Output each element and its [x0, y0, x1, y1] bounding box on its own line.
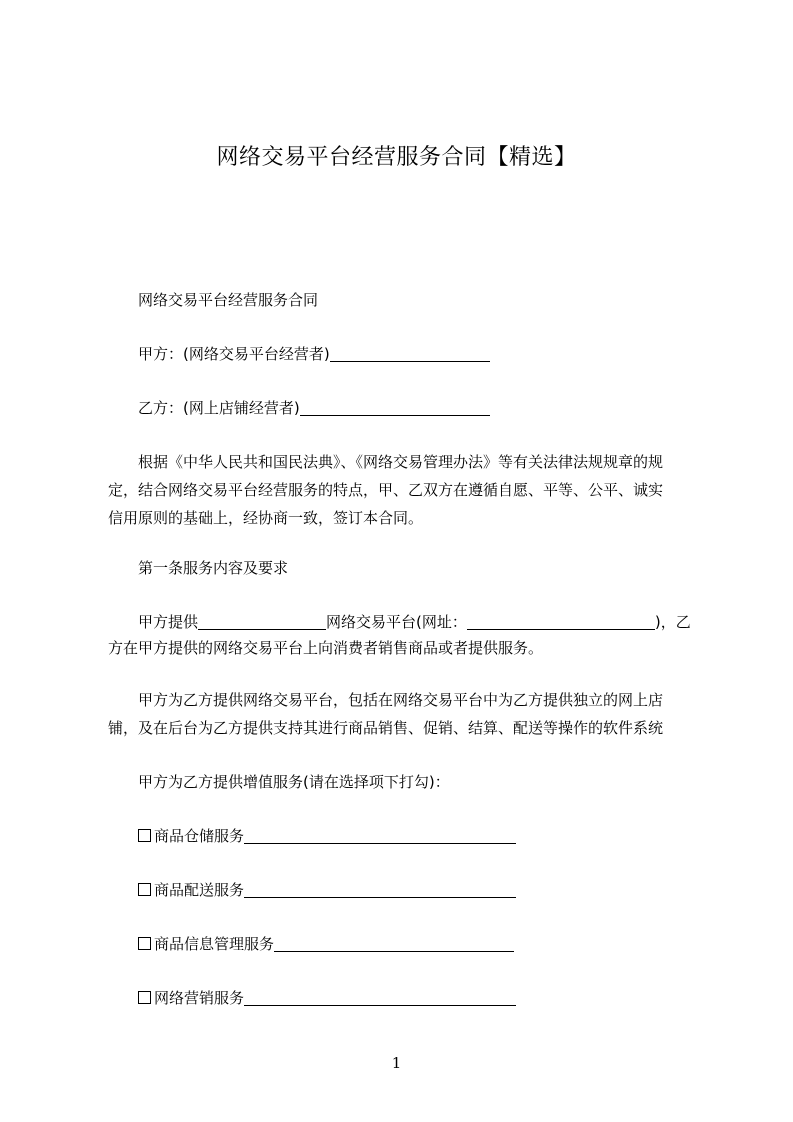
warehousing-blank[interactable] [244, 828, 516, 844]
page-number: 1 [391, 1054, 402, 1072]
party-a-blank[interactable] [330, 346, 490, 362]
info-management-checkbox[interactable] [138, 937, 151, 950]
para-1-middle: 网络交易平台(网址： [326, 613, 467, 631]
para-1-line-2: 方在甲方提供的网络交易平台上向消费者销售商品或者提供服务。 [108, 639, 544, 657]
info-management-blank[interactable] [274, 936, 514, 952]
option-warehousing [108, 825, 738, 847]
option-info-management [108, 933, 738, 955]
party-a-label: 甲方：(网络交易平台经营者) [138, 345, 330, 363]
para-2-line-1: 甲方为乙方提供网络交易平台，包括在网络交易平台中为乙方提供独立的网上店 [138, 691, 664, 709]
delivery-checkbox[interactable] [138, 883, 151, 896]
option-label: 商品仓储服务 [154, 827, 245, 845]
preamble-line-3: 信用原则的基础上，经协商一致，签订本合同。 [108, 509, 424, 527]
option-marketing [108, 987, 738, 1009]
party-b-blank[interactable] [300, 400, 490, 416]
document-title: 网络交易平台经营服务合同【精选】 [216, 145, 577, 170]
option-label: 商品配送服务 [154, 881, 245, 899]
party-b-label: 乙方：(网上店铺经营者) [138, 399, 300, 417]
delivery-blank[interactable] [244, 882, 516, 898]
website-blank[interactable] [467, 614, 655, 630]
para-1-suffix: )，乙 [654, 613, 691, 631]
marketing-checkbox[interactable] [138, 991, 151, 1004]
marketing-blank[interactable] [244, 990, 516, 1006]
party-a-line [108, 343, 738, 365]
preamble-line-1: 根据《中华人民共和国民法典》、《网络交易管理办法》等有关法律法规规章的规 [138, 453, 664, 471]
party-b-line [108, 397, 738, 419]
preamble-line-2: 定，结合网络交易平台经营服务的特点，甲、乙双方在遵循自愿、平等、公平、诚实 [108, 481, 664, 499]
option-delivery [108, 879, 738, 901]
warehousing-checkbox[interactable] [138, 829, 151, 842]
value-added-intro: 甲方为乙方提供增值服务(请在选择项下打勾)： [138, 773, 450, 791]
section-1-heading: 第一条服务内容及要求 [138, 559, 289, 577]
contract-subtitle: 网络交易平台经营服务合同 [138, 291, 319, 309]
para-2-line-2: 铺，及在后台为乙方提供支持其进行商品销售、促销、结算、配送等操作的软件系统 [108, 719, 664, 737]
option-label: 网络营销服务 [154, 989, 245, 1007]
platform-name-blank[interactable] [198, 614, 326, 630]
option-label: 商品信息管理服务 [154, 935, 275, 953]
para-1-prefix: 甲方提供 [138, 613, 199, 631]
para-1-line-1 [108, 611, 738, 633]
